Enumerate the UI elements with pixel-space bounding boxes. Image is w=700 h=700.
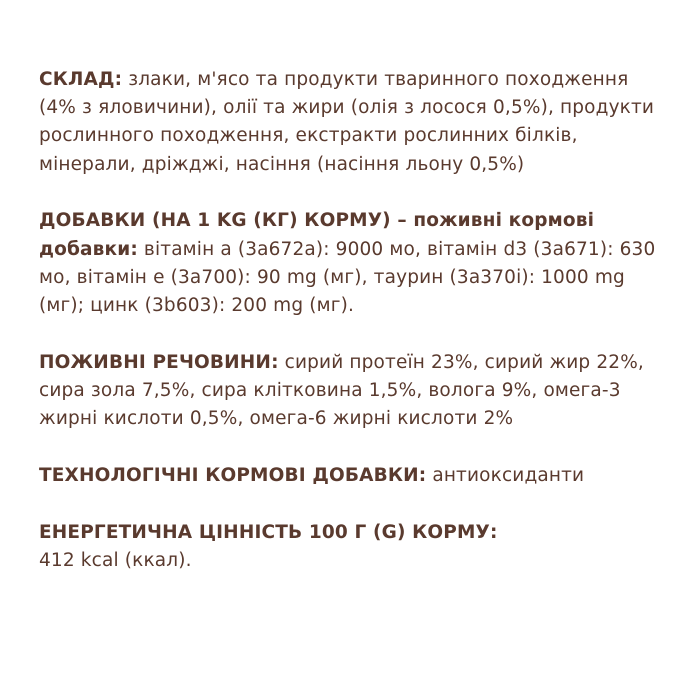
composition-label: СКЛАД:: [39, 69, 123, 90]
technological-additives-section: [39, 462, 670, 490]
energy-value-section: [39, 519, 670, 575]
additives-text: вітамін a (3a672a): 9000 мо, вітамін d3 (3a671): 630 мо, вітамін e (3a700): 90 mg (мг), таурин (3a370i): 1000 mg (мг); цинк (3b603): 200 mg (мг).: [39, 238, 656, 317]
technological-additives-label: ТЕХНОЛОГІЧНІ КОРМОВІ ДОБАВКИ:: [39, 465, 427, 487]
energy-value-label: ЕНЕРГЕТИЧНА ЦІННІСТЬ 100 Г (G) КОРМУ:: [39, 521, 498, 543]
energy-value-text: 412 kcal (ккал).: [39, 550, 192, 572]
nutrients-label: ПОЖИВНІ РЕЧОВИНИ:: [39, 351, 279, 373]
nutrients-text: сирий протеїн 23%, сирий жир 22%, сира зола 7,5%, сира клітковина 1,5%, волога 9%, омега-3 жирні кислоти 0,5%, омега-6 жирні кислоти 2%: [39, 351, 644, 430]
technological-additives-text: антиоксиданти: [426, 465, 585, 487]
additives-label: ДОБАВКИ (НА 1 KG (КГ) КОРМУ) – поживні кормові добавки:: [39, 210, 595, 260]
additives-section: [39, 207, 670, 320]
nutrients-section: [39, 349, 670, 434]
composition-section: [39, 66, 670, 179]
composition-text: злаки, м'ясо та продукти тваринного походження (4% з яловичини), олії та жири (олія з лосося 0,5%), продукти рослинного походження, екстракти рослинних білків, мінерали, дріжджі, насіння (насіння льону 0,5%): [39, 69, 655, 175]
